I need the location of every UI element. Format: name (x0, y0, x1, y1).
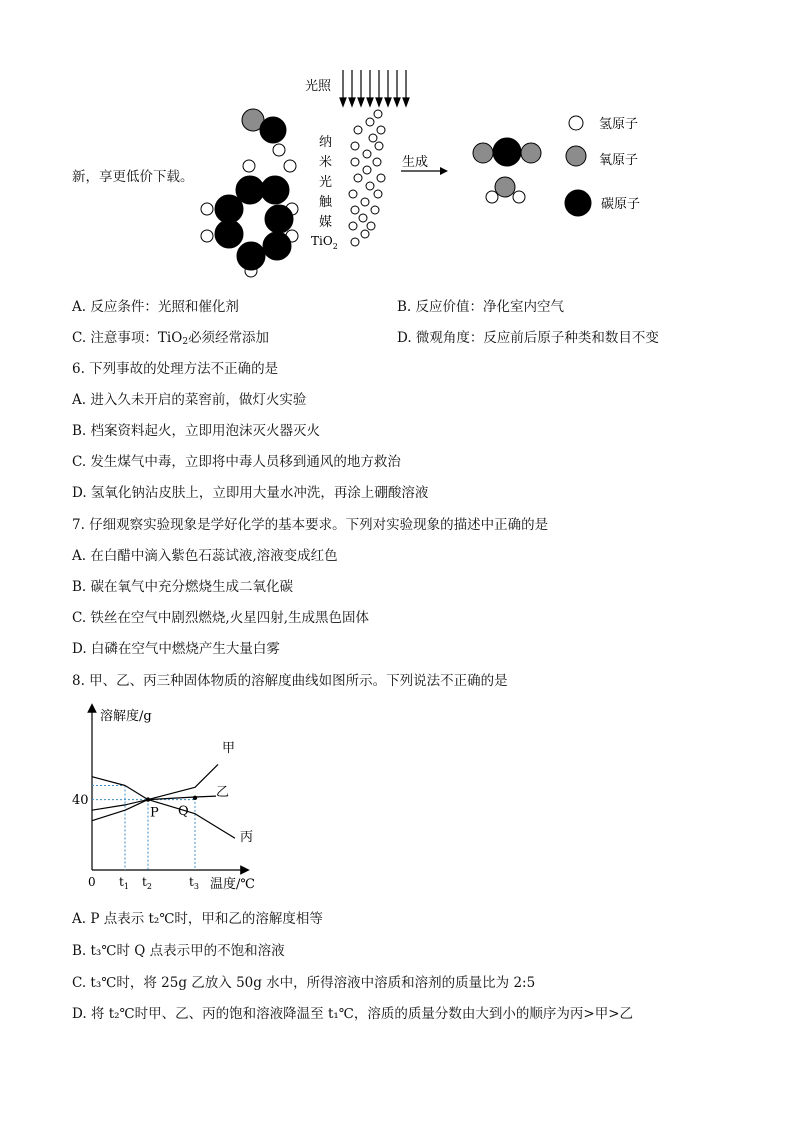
catalyst-dot-15 (374, 190, 382, 198)
x-ticks (119, 875, 199, 891)
point-marker-q (193, 796, 197, 800)
catalyst-dot-7 (363, 150, 371, 158)
series-label-yi: 乙 (216, 785, 230, 800)
catalyst-formula-sub: 2 (332, 242, 338, 251)
catalyst-dot-18 (371, 206, 379, 214)
solubility-chart (70, 700, 280, 900)
catalyst-dot-21 (349, 222, 357, 230)
q7-stem: 7. 仔细观察实验现象是学好化学的基本要求。下列对实验现象的描述中正确的是 (72, 517, 549, 533)
q8-option-d: D. 将 t₂℃时甲、乙、丙的饱和溶液降温至 t₁℃，溶质的质量分数由大到小的顺序为丙>甲>乙 (72, 1006, 634, 1022)
light-label: 光照 (305, 79, 332, 94)
q5-option-b: B. 反应价值：净化室内空气 (397, 299, 565, 315)
catalyst-dot-3 (354, 126, 362, 134)
catalyst-dot-14 (349, 190, 357, 198)
light-arrowhead-0 (340, 98, 346, 106)
q7-option-c: C. 铁丝在空气中剧烈燃烧,火星四射,生成黑色固体 (72, 610, 370, 626)
q8-option-a: A. P 点表示 t₂℃时，甲和乙的溶解度相等 (72, 911, 323, 927)
light-arrows (340, 70, 409, 106)
q7-option-d: D. 白磷在空气中燃烧产生大量白雾 (72, 641, 280, 657)
y-tick-40: 40 (72, 793, 89, 808)
q7-option-b: B. 碳在氧气中充分燃烧生成二氧化碳 (72, 579, 294, 595)
legend-hydrogen-label: 氢原子 (599, 117, 639, 132)
catalyst-dot-6 (375, 142, 383, 150)
molecule-benzene (201, 160, 298, 277)
q8-option-b: B. t₃℃时 Q 点表示甲的不饱和溶液 (72, 943, 285, 959)
light-arrowhead-1 (349, 98, 355, 106)
legend-carbon-swatch (565, 190, 591, 216)
q5-option-c-pre: C. 注意事项：TiO (72, 330, 183, 346)
catalyst-dot-20 (367, 222, 375, 230)
q6-option-c: C. 发生煤气中毒，立即将中毒人员移到通风的地方救治 (72, 454, 401, 470)
q6-option-b: B. 档案资料起火，立即用泡沫灭火器灭火 (72, 423, 321, 439)
origin-label: 0 (88, 875, 96, 889)
catalyst-dot-17 (351, 206, 359, 214)
point-marker-p (146, 797, 150, 801)
catalyst-dot-11 (377, 174, 385, 182)
q8-stem: 8. 甲、乙、丙三种固体物质的溶解度曲线如图所示。下列说法不正确的是 (72, 673, 508, 689)
series-label-bing: 丙 (240, 830, 254, 845)
catalyst-particles (349, 110, 385, 246)
light-arrowhead-4 (376, 98, 382, 106)
q8-option-c: C. t₃℃时，将 25g 乙放入 50g 水中，所得溶液中溶质和溶剂的质量比为 2:5 (72, 975, 536, 991)
catalyst-dot-4 (369, 134, 377, 142)
catalyst-dot-12 (354, 174, 362, 182)
q5-option-c-sub: 2 (182, 337, 189, 347)
catalyst-dot-2 (377, 126, 385, 134)
q6-option-d: D. 氢氧化钠沾皮肤上，立即用大量水冲洗，再涂上硼酸溶液 (72, 485, 429, 501)
light-arrowhead-5 (385, 98, 391, 106)
catalyst-char-4: 媒 (319, 215, 333, 230)
light-arrowhead-6 (394, 98, 400, 106)
light-arrowhead-7 (403, 98, 409, 106)
catalyst-dot-5 (351, 142, 359, 150)
reaction-diagram (195, 68, 675, 283)
molecule-left-small (242, 109, 286, 156)
point-label-p: P (150, 805, 159, 821)
x-tick-2: $t_2$ (142, 875, 152, 891)
legend-hydrogen-swatch (569, 116, 583, 130)
q7-option-a: A. 在白醋中滴入紫色石蕊试液,溶液变成红色 (72, 548, 338, 564)
molecule-co2 (473, 138, 541, 166)
point-label-q: Q (178, 803, 189, 819)
series-label-jia: 甲 (222, 741, 236, 756)
catalyst-char-1: 米 (319, 155, 333, 170)
catalyst-dot-13 (366, 182, 374, 190)
y-axis-label: 溶解度/g (100, 709, 152, 724)
catalyst-char-0: 纳 (319, 135, 333, 150)
arrow-label: 生成 (402, 155, 429, 170)
curves (92, 764, 235, 838)
catalyst-dot-1 (366, 118, 374, 126)
fragment-text: 新，享更低价下载。 (72, 169, 194, 185)
x-tick-1: $t_1$ (119, 875, 129, 891)
light-arrowhead-3 (367, 98, 373, 106)
catalyst-label (311, 134, 338, 251)
catalyst-char-3: 触 (319, 195, 333, 210)
catalyst-formula: TiO (311, 234, 333, 248)
catalyst-dot-8 (373, 158, 381, 166)
catalyst-char-2: 光 (319, 175, 333, 190)
catalyst-dot-0 (374, 110, 382, 118)
legend-oxygen-swatch (566, 146, 586, 166)
catalyst-dot-16 (361, 198, 369, 206)
catalyst-dot-10 (363, 166, 371, 174)
q5-option-c-post: 必须经常添加 (188, 330, 270, 346)
x-axis-label: 温度/℃ (210, 877, 255, 892)
x-tick-3: $t_3$ (189, 875, 199, 891)
q5-option-c (72, 329, 269, 351)
catalyst-dot-19 (359, 214, 367, 222)
legend-carbon-label: 碳原子 (601, 197, 641, 212)
legend-oxygen-label: 氧原子 (599, 153, 639, 168)
catalyst-dot-9 (351, 158, 359, 166)
q6-stem: 6. 下列事故的处理方法不正确的是 (72, 361, 279, 377)
q5-option-d: D. 微观角度：反应前后原子种类和数目不变 (397, 330, 659, 346)
molecule-h2o (486, 177, 525, 203)
catalyst-dot-22 (361, 230, 369, 238)
series-labels (146, 741, 253, 845)
q5-option-a: A. 反应条件：光照和催化剂 (72, 299, 239, 315)
light-arrowhead-2 (358, 98, 364, 106)
q6-option-a: A. 进入久未开启的菜窖前，做灯火实验 (72, 392, 307, 408)
svg-text:TiO2 (311, 234, 338, 251)
catalyst-dot-23 (351, 238, 359, 246)
legend (565, 116, 591, 216)
